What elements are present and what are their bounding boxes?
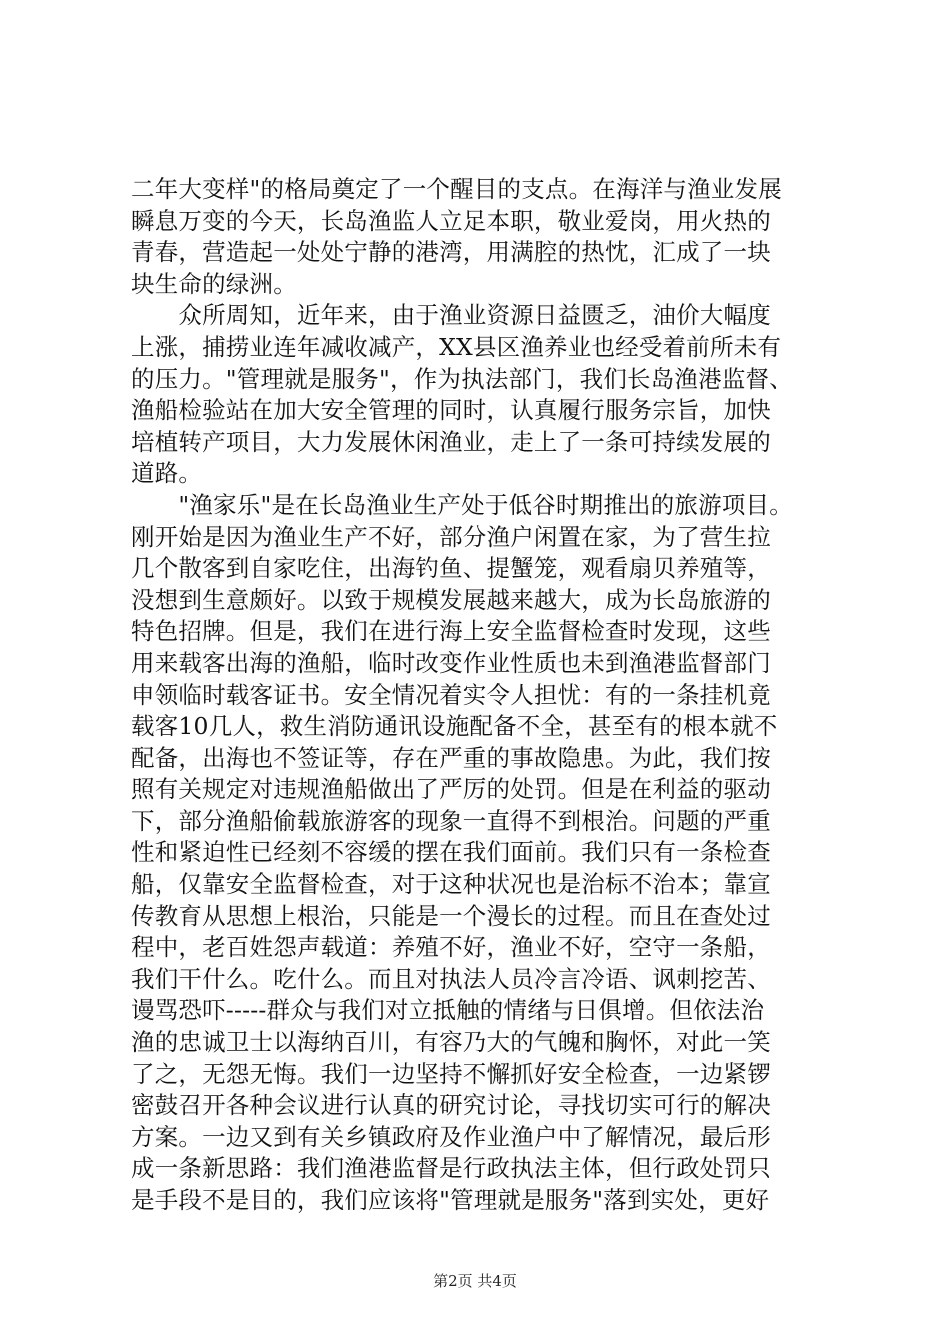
text-line: 成一条新思路：我们渔港监督是行政执法主体，但行政处罚只 [131, 1154, 771, 1183]
text-line: 谩骂恐吓-----群众与我们对立抵触的情绪与日俱增。但依法治 [131, 996, 765, 1025]
text-line: 方案。一边又到有关乡镇政府及作业渔户中了解情况，最后形 [131, 1122, 771, 1151]
text-line: 配备，出海也不签证等，存在严重的事故隐患。为此，我们按 [131, 743, 771, 772]
document-body [131, 174, 831, 1217]
text-line: 道路。 [131, 459, 203, 488]
text-line: 是手段不是目的，我们应该将"管理就是服务"落到实处，更好 [131, 1186, 770, 1214]
text-line: 船，仅靠安全监督检查，对于这种状况也是治标不治本；靠宣 [131, 870, 771, 899]
text-line: 刚开始是因为渔业生产不好，部分渔户闲置在家，为了营生拉 [131, 522, 771, 551]
text-line: 没想到生意颇好。以致于规模发展越来越大，成为长岛旅游的 [131, 585, 771, 614]
text-line: 申领临时载客证书。安全情况着实令人担忧：有的一条挂机竟 [131, 680, 771, 709]
text-line: 瞬息万变的今天，长岛渔监人立足本职，敬业爱岗，用火热的 [131, 206, 771, 235]
text-line: 用来载客出海的渔船，临时改变作业性质也未到渔港监督部门 [131, 648, 771, 677]
text-line: "渔家乐"是在长岛渔业生产处于低谷时期推出的旅游项目。 [131, 490, 793, 519]
text-line: 渔的忠诚卫士以海纳百川，有容乃大的气魄和胸怀，对此一笑 [131, 1028, 771, 1057]
text-line: 下，部分渔船偷载旅游客的现象一直得不到根治。问题的严重 [131, 806, 771, 835]
page-number-footer: 第2页 共4页 [433, 1272, 517, 1290]
text-line: 载客10几人，救生消防通讯设施配备不全，甚至有的根本就不 [131, 712, 778, 741]
text-line: 传教育从思想上根治，只能是一个漫长的过程。而且在查处过 [131, 901, 771, 930]
text-line: 性和紧迫性已经刻不容缓的摆在我们面前。我们只有一条检查 [131, 838, 771, 867]
text-line: 块生命的绿洲。 [131, 269, 297, 298]
text-line: 我们干什么。吃什么。而且对执法人员冷言冷语、讽刺挖苦、 [131, 964, 771, 993]
text-line: 培植转产项目，大力发展休闲渔业，走上了一条可持续发展的 [131, 427, 771, 456]
text-line: 的压力。"管理就是服务"，作为执法部门，我们长岛渔港监督、 [131, 364, 793, 393]
text-line: 特色招牌。但是，我们在进行海上安全监督检查时发现，这些 [131, 617, 771, 646]
text-line: 众所周知，近年来，由于渔业资源日益匮乏，油价大幅度 [131, 301, 771, 330]
text-line: 青春，营造起一处处宁静的港湾，用满腔的热忱，汇成了一块 [131, 238, 771, 267]
text-line: 几个散客到自家吃住，出海钓鱼、提蟹笼，观看扇贝养殖等， [131, 554, 771, 583]
text-line: 程中，老百姓怨声载道：养殖不好，渔业不好，空守一条船， [131, 933, 771, 962]
text-line: 了之，无怨无悔。我们一边坚持不懈抓好安全检查，一边紧锣 [131, 1059, 771, 1088]
text-line: 渔船检验站在加大安全管理的同时，认真履行服务宗旨，加快 [131, 396, 771, 425]
text-line: 二年大变样"的格局奠定了一个醒目的支点。在海洋与渔业发展 [131, 175, 782, 203]
text-line: 上涨，捕捞业连年减收减产，XX县区渔养业也经受着前所未有 [131, 332, 782, 361]
text-line: 照有关规定对违规渔船做出了严厉的处罚。但是在利益的驱动 [131, 775, 771, 804]
text-line: 密鼓召开各种会议进行认真的研究讨论，寻找切实可行的解决 [131, 1091, 771, 1120]
